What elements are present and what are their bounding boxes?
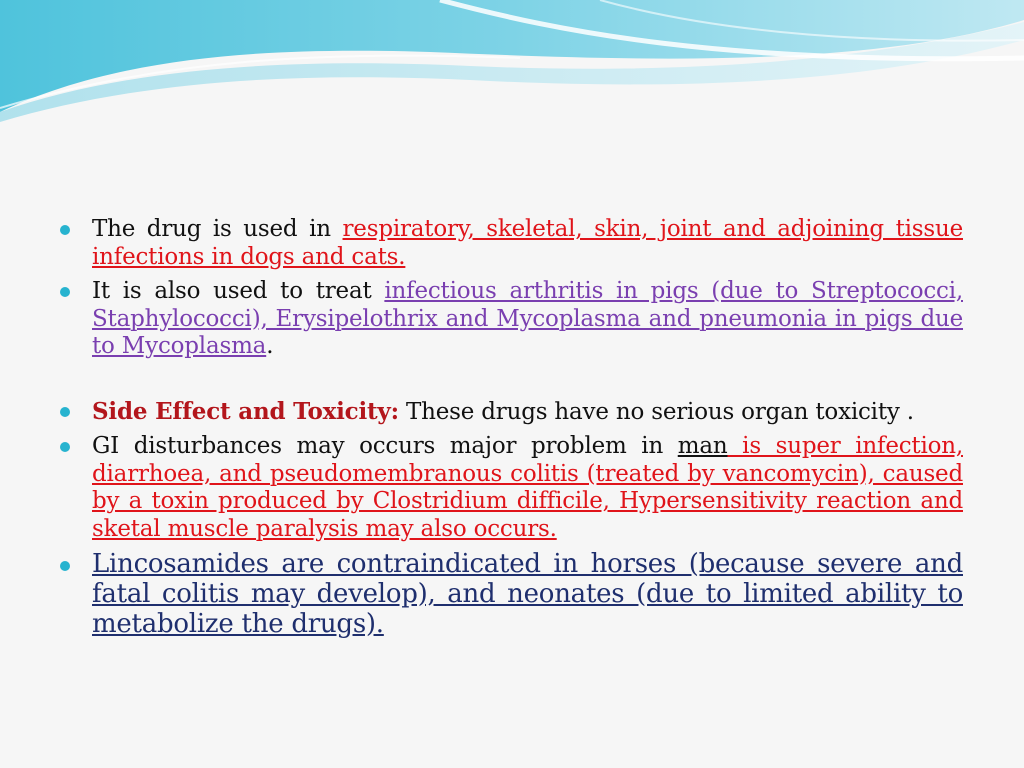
bullet-dot-icon — [60, 225, 70, 235]
bullet-dot-icon — [60, 561, 70, 571]
bullet-text: These drugs have no serious organ toxicity . — [398, 398, 914, 425]
bullet-list — [60, 216, 963, 639]
indication-link[interactable]: respiratory, skeletal, skin, joint and adjoining tissue infections in dogs and cats. — [92, 216, 963, 270]
bullet-dot-icon — [60, 407, 70, 417]
contraindication-link[interactable]: Lincosamides are contraindicated in horses (because severe and fatal colitis may develop), and neonates (due to limited ability to metabolize the drugs). — [92, 549, 963, 639]
bullet-gi-disturbances — [60, 433, 963, 543]
bullet-dot-icon — [60, 442, 70, 452]
bullet-drug-use — [60, 216, 963, 271]
header-wave-decoration — [0, 0, 1024, 130]
man-link[interactable]: man — [677, 433, 728, 459]
super-infection-link[interactable]: is super infection, diarrhoea, and pseudomembranous colitis (treated by vancomycin), caused by a toxin produced by Clostridium difficile, Hypersensitivity reaction and sketal muscle paralysis may also occurs. — [92, 433, 963, 542]
bullet-side-effect — [60, 398, 963, 427]
bullet-dot-icon — [60, 287, 70, 297]
pig-indication-link[interactable]: infectious arthritis in pigs (due to Streptococci, Staphylococci), Erysipelothrix and Mycoplasma and pneumonia in pigs due to Mycoplasma — [92, 278, 963, 359]
bullet-text: The drug is used in — [92, 216, 343, 242]
bullet-pig-use — [60, 278, 963, 361]
bullet-contraindications — [60, 549, 963, 639]
bullet-text: GI disturbances may occurs major problem in — [92, 433, 678, 459]
bullet-text: It is also used to treat — [92, 278, 385, 304]
bullet-end: . — [266, 333, 274, 359]
side-effect-heading: Side Effect and Toxicity: — [92, 397, 399, 425]
